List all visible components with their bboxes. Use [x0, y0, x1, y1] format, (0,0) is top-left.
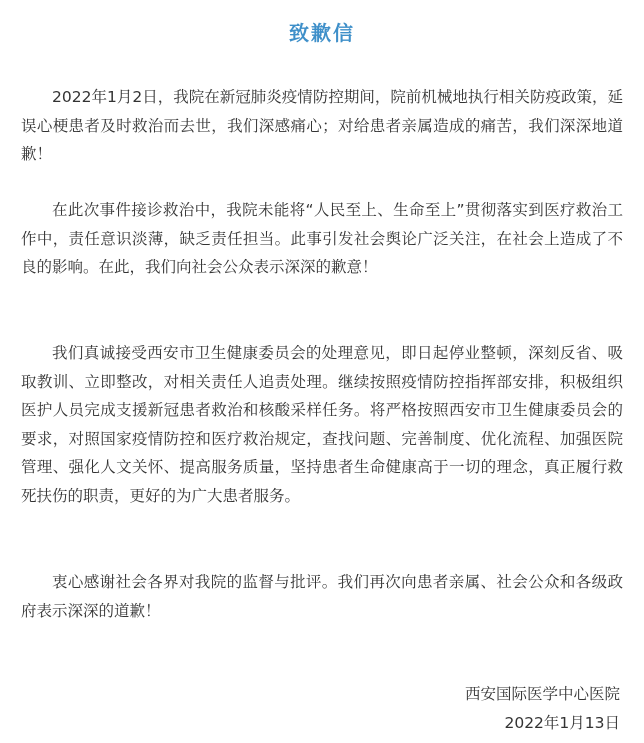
signature-block: [465, 680, 620, 737]
paragraph-responsibility: 在此次事件接诊救治中，我院未能将“人民至上、生命至上”贯彻落实到医疗救治工作中，责任意识淡薄，缺乏责任担当。此事引发社会舆论广泛关注，在社会上造成了不良的影响。在此，我们向社会公众表示深深的歉意！: [21, 201, 623, 277]
paragraph-thanks: 衷心感谢社会各界对我院的监督与批评。我们再次向患者亲属、社会公众和各级政府表示深深的道歉！: [21, 573, 623, 620]
paragraph-incident: 2022年1月2日，我院在新冠肺炎疫情防控期间，院前机械地执行相关防疫政策，延误心梗患者及时救治而去世，我们深感痛心；对给患者亲属造成的痛苦，我们深深地道歉！: [21, 88, 623, 164]
signature-date: 2022年1月13日: [504, 713, 620, 732]
letter-title: 致歉信: [289, 21, 355, 45]
signature-organization: 西安国际医学中心医院: [464, 685, 620, 703]
paragraph-rectification: 我们真诚接受西安市卫生健康委员会的处理意见，即日起停业整顿，深刻反省、吸取教训、立即整改，对相关责任人追责处理。继续按照疫情防控指挥部安排，积极组织医护人员完成支援新冠患者救治和核酸采样任务。将严格按照西安市卫生健康委员会的要求，对照国家疫情防控和医疗救治规定，查找问题、完善制度、优化流程、加强医院管理、强化人文关怀、提高服务质量，坚持患者生命健康高于一切的理念，真正履行救死扶伤的职责，更好的为广大患者服务。: [21, 344, 623, 505]
